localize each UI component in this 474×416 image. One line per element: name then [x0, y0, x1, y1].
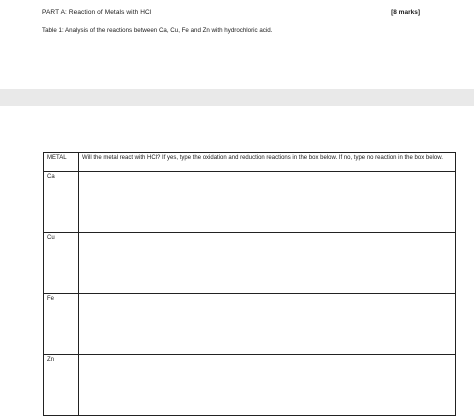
answer-box-cu[interactable] — [79, 233, 456, 294]
table-row-ca — [44, 172, 456, 233]
question-column-header: Will the metal react with HCl? If yes, type the oxidation and reduction reactions in the box below. If no, type no reaction in the box below. — [79, 153, 456, 172]
metal-cell-fe: Fe — [44, 294, 79, 355]
table-row-fe — [44, 294, 456, 355]
answer-box-zn[interactable] — [79, 355, 456, 416]
answer-box-ca[interactable] — [79, 172, 456, 233]
table-row-cu — [44, 233, 456, 294]
table-row-zn — [44, 355, 456, 416]
marks-label: [8 marks] — [391, 9, 420, 16]
answer-box-fe[interactable] — [79, 294, 456, 355]
table-header-row — [44, 153, 456, 172]
table-caption: Table 1: Analysis of the reactions between Ca, Cu, Fe and Zn with hydrochloric acid. — [42, 27, 273, 34]
metal-cell-cu: Cu — [44, 233, 79, 294]
analysis-table — [43, 152, 456, 416]
metal-cell-zn: Zn — [44, 355, 79, 416]
metal-cell-ca: Ca — [44, 172, 79, 233]
metal-column-header: METAL — [44, 153, 79, 172]
part-title: PART A: Reaction of Metals with HCl — [42, 9, 152, 16]
gray-divider-band — [0, 89, 474, 106]
